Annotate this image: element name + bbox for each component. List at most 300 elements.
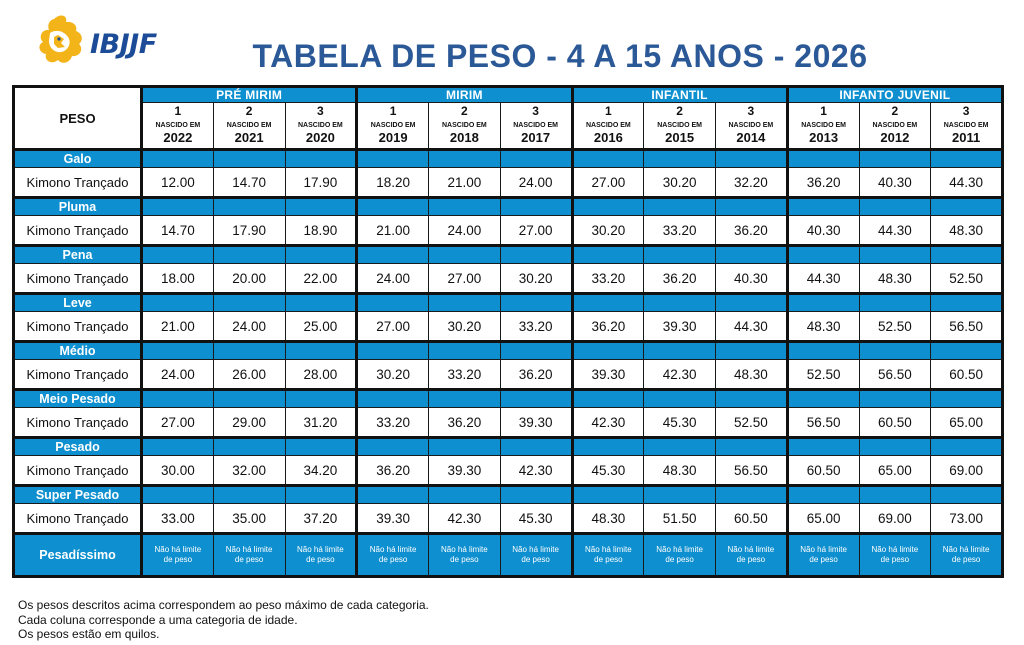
weight-value-cell: 69.00 [931, 456, 1003, 486]
category-band-cell [500, 486, 572, 504]
no-limit-text-line2: de peso [665, 555, 694, 564]
born-in-label: NASCIDO EM [657, 121, 702, 129]
category-band-cell [787, 390, 859, 408]
ibjjf-logo [34, 12, 194, 72]
weight-value-cell: 20.00 [213, 264, 285, 294]
weight-value-cell: 45.30 [644, 408, 716, 438]
no-limit-cell [213, 534, 285, 577]
category-band-cell [859, 150, 931, 168]
category-band-cell [285, 390, 357, 408]
weight-value-cell: 48.30 [572, 504, 644, 534]
category-band-cell [644, 198, 716, 216]
category-band-cell [572, 198, 644, 216]
weight-value-cell: 56.50 [716, 456, 788, 486]
category-row [14, 438, 1003, 456]
weight-value-cell: 52.50 [787, 360, 859, 390]
weight-value-cell: 26.00 [213, 360, 285, 390]
row-label: Kimono Trançado [14, 504, 142, 534]
category-band-cell [787, 294, 859, 312]
weight-value-cell: 39.30 [500, 408, 572, 438]
weight-value-cell: 39.30 [572, 360, 644, 390]
category-band-cell [357, 486, 429, 504]
birth-year: 2019 [378, 129, 408, 145]
category-band-cell [213, 486, 285, 504]
weight-value-cell: 44.30 [716, 312, 788, 342]
birth-year: 2020 [305, 129, 335, 145]
category-row [14, 342, 1003, 360]
weight-value-cell: 36.20 [500, 360, 572, 390]
peso-header: PESO [14, 87, 142, 150]
category-band-cell [357, 150, 429, 168]
category-band-cell [572, 150, 644, 168]
category-band-cell [716, 150, 788, 168]
level-number: 1 [357, 103, 429, 119]
category-row [14, 390, 1003, 408]
weight-value-cell: 42.30 [429, 504, 501, 534]
weight-value-cell: 52.50 [859, 312, 931, 342]
category-band-cell [572, 246, 644, 264]
table-body [14, 150, 1003, 577]
category-band-cell [357, 390, 429, 408]
footnotes [18, 598, 429, 642]
category-band-cell [859, 390, 931, 408]
category-band-cell [285, 150, 357, 168]
category-band-cell [716, 486, 788, 504]
category-band-cell [142, 198, 214, 216]
category-band-cell [142, 294, 214, 312]
weight-value-cell: 12.00 [142, 168, 214, 198]
weight-value-cell: 42.30 [500, 456, 572, 486]
weight-values-row [14, 456, 1003, 486]
weight-value-cell: 18.00 [142, 264, 214, 294]
no-limit-text-line2: de peso [163, 555, 193, 564]
group-header: PRÉ MIRIM [142, 87, 357, 103]
category-band-cell [716, 342, 788, 360]
birth-year-cell [213, 118, 285, 150]
weight-values-row [14, 168, 1003, 198]
category-band-cell [644, 246, 716, 264]
born-in-label: NASCIDO EM [226, 121, 272, 129]
weight-value-cell: 45.30 [500, 504, 572, 534]
born-in-label: NASCIDO EM [586, 121, 631, 129]
weight-value-cell: 32.00 [213, 456, 285, 486]
weight-value-cell: 33.20 [644, 216, 716, 246]
weight-values-row [14, 360, 1003, 390]
category-row [14, 294, 1003, 312]
category-band-cell [931, 438, 1003, 456]
no-limit-text-line2: de peso [880, 555, 910, 564]
category-band-cell [213, 150, 285, 168]
born-in-label: NASCIDO EM [801, 121, 846, 129]
born-in-label: NASCIDO EM [370, 121, 416, 129]
no-limit-text-line1: Não há limite [656, 545, 703, 554]
no-limit-text-line1: Não há limite [942, 545, 990, 554]
heaviest-category-name: Pesadíssimo [14, 534, 142, 577]
weight-value-cell: 27.00 [357, 312, 429, 342]
birth-year: 2022 [163, 129, 193, 145]
category-row [14, 246, 1003, 264]
no-limit-text-line2: de peso [594, 555, 623, 564]
weight-value-cell: 32.20 [716, 168, 788, 198]
weight-value-cell: 34.20 [285, 456, 357, 486]
no-limit-text-line2: de peso [951, 555, 981, 564]
birth-year-cell [716, 118, 788, 150]
weight-value-cell: 69.00 [859, 504, 931, 534]
category-band-cell [787, 486, 859, 504]
no-limit-text-line1: Não há limite [225, 545, 273, 554]
category-band-cell [859, 198, 931, 216]
no-limit-cell [357, 534, 429, 577]
weight-value-cell: 28.00 [285, 360, 357, 390]
row-label: Kimono Trançado [14, 360, 142, 390]
category-band-cell [931, 294, 1003, 312]
weight-value-cell: 24.00 [500, 168, 572, 198]
weight-value-cell: 27.00 [572, 168, 644, 198]
birth-year: 2013 [809, 129, 839, 145]
no-limit-cell [787, 534, 859, 577]
category-band-cell [716, 390, 788, 408]
weight-value-cell: 36.20 [644, 264, 716, 294]
weight-value-cell: 39.30 [357, 504, 429, 534]
weight-value-cell: 33.20 [500, 312, 572, 342]
category-row [14, 150, 1003, 168]
category-name: Leve [14, 294, 142, 312]
no-limit-text-line1: Não há limite [297, 545, 344, 554]
category-band-cell [931, 486, 1003, 504]
weight-value-cell: 35.00 [213, 504, 285, 534]
weight-value-cell: 21.00 [429, 168, 501, 198]
category-band-cell [142, 486, 214, 504]
born-in-label: NASCIDO EM [155, 121, 201, 129]
category-band-cell [931, 198, 1003, 216]
no-limit-cell [142, 534, 214, 577]
weight-value-cell: 22.00 [285, 264, 357, 294]
category-band-cell [644, 294, 716, 312]
level-number: 3 [716, 103, 788, 119]
row-label: Kimono Trançado [14, 408, 142, 438]
birth-year-cell [572, 118, 644, 150]
no-limit-text-line2: de peso [450, 555, 479, 564]
category-band-cell [787, 198, 859, 216]
logo-wordmark: IBJJF [90, 28, 157, 60]
no-limit-text-line1: Não há limite [154, 545, 202, 554]
category-band-cell [500, 246, 572, 264]
weight-value-cell: 44.30 [787, 264, 859, 294]
category-band-cell [716, 198, 788, 216]
category-band-cell [500, 342, 572, 360]
category-band-cell [644, 438, 716, 456]
born-in-label: NASCIDO EM [728, 121, 774, 129]
weight-value-cell: 21.00 [142, 312, 214, 342]
weight-value-cell: 27.00 [142, 408, 214, 438]
birth-year: 2016 [593, 129, 623, 145]
birth-year-cell [931, 118, 1003, 150]
no-limit-text-line1: Não há limite [727, 545, 775, 554]
category-row [14, 198, 1003, 216]
weight-value-cell: 33.20 [572, 264, 644, 294]
weight-value-cell: 30.20 [357, 360, 429, 390]
weight-value-cell: 48.30 [644, 456, 716, 486]
category-band-cell [787, 246, 859, 264]
no-limit-text-line1: Não há limite [800, 545, 847, 554]
category-band-cell [572, 486, 644, 504]
category-band-cell [644, 150, 716, 168]
category-name: Super Pesado [14, 486, 142, 504]
category-name: Galo [14, 150, 142, 168]
category-band-cell [859, 342, 931, 360]
born-in-label: NASCIDO EM [513, 121, 558, 129]
weight-value-cell: 17.90 [213, 216, 285, 246]
group-header: INFANTIL [572, 87, 787, 103]
weight-value-cell: 48.30 [787, 312, 859, 342]
category-band-cell [500, 150, 572, 168]
row-label: Kimono Trançado [14, 168, 142, 198]
category-band-cell [859, 438, 931, 456]
category-band-cell [142, 438, 214, 456]
level-number: 1 [572, 103, 644, 119]
category-band-cell [142, 390, 214, 408]
category-band-cell [357, 198, 429, 216]
category-band-cell [716, 294, 788, 312]
category-band-cell [429, 246, 501, 264]
category-band-cell [859, 294, 931, 312]
weight-value-cell: 52.50 [716, 408, 788, 438]
weight-value-cell: 36.20 [787, 168, 859, 198]
birth-year: 2017 [521, 129, 551, 145]
category-band-cell [931, 150, 1003, 168]
category-band-cell [213, 294, 285, 312]
no-limit-cell [500, 534, 572, 577]
weight-value-cell: 18.90 [285, 216, 357, 246]
category-band-cell [285, 438, 357, 456]
category-band-cell [931, 342, 1003, 360]
no-limit-cell [716, 534, 788, 577]
weight-value-cell: 45.30 [572, 456, 644, 486]
weight-values-row [14, 264, 1003, 294]
category-band-cell [213, 438, 285, 456]
weight-value-cell: 24.00 [213, 312, 285, 342]
category-band-cell [429, 198, 501, 216]
weight-value-cell: 60.50 [931, 360, 1003, 390]
birth-year: 2014 [736, 129, 766, 145]
birth-year-cell [500, 118, 572, 150]
category-band-cell [213, 342, 285, 360]
no-limit-cell [931, 534, 1003, 577]
level-number: 3 [285, 103, 357, 119]
weight-value-cell: 17.90 [285, 168, 357, 198]
birth-year-cell [859, 118, 931, 150]
weight-values-row [14, 408, 1003, 438]
weight-value-cell: 40.30 [859, 168, 931, 198]
weight-value-cell: 33.00 [142, 504, 214, 534]
level-header-row [14, 103, 1003, 119]
no-limit-text-line1: Não há limite [585, 545, 632, 554]
category-band-cell [429, 486, 501, 504]
weight-value-cell: 30.20 [572, 216, 644, 246]
weight-value-cell: 30.20 [429, 312, 501, 342]
category-row [14, 486, 1003, 504]
category-band-cell [142, 150, 214, 168]
birth-year: 2012 [880, 129, 910, 145]
category-name: Médio [14, 342, 142, 360]
birth-year-cell [429, 118, 501, 150]
category-band-cell [787, 438, 859, 456]
level-number: 2 [213, 103, 285, 119]
category-band-cell [429, 342, 501, 360]
category-band-cell [285, 246, 357, 264]
weight-value-cell: 56.50 [787, 408, 859, 438]
category-band-cell [285, 198, 357, 216]
category-band-cell [572, 294, 644, 312]
row-label: Kimono Trançado [14, 264, 142, 294]
weight-value-cell: 24.00 [142, 360, 214, 390]
category-name: Pesado [14, 438, 142, 456]
category-band-cell [716, 246, 788, 264]
weight-value-cell: 56.50 [859, 360, 931, 390]
weight-value-cell: 21.00 [357, 216, 429, 246]
no-limit-text-line1: Não há limite [871, 545, 919, 554]
category-band-cell [644, 390, 716, 408]
category-band-cell [572, 438, 644, 456]
category-band-cell [357, 438, 429, 456]
birth-year-cell [644, 118, 716, 150]
category-band-cell [213, 198, 285, 216]
category-band-cell [572, 390, 644, 408]
weight-value-cell: 36.20 [716, 216, 788, 246]
birth-year-cell [142, 118, 214, 150]
weight-value-cell: 39.30 [644, 312, 716, 342]
weight-value-cell: 42.30 [644, 360, 716, 390]
category-band-cell [859, 246, 931, 264]
weight-value-cell: 24.00 [429, 216, 501, 246]
category-band-cell [429, 438, 501, 456]
category-band-cell [572, 342, 644, 360]
category-band-cell [285, 342, 357, 360]
page-title: TABELA DE PESO - 4 A 15 ANOS - 2026 [252, 38, 868, 74]
weight-value-cell: 73.00 [931, 504, 1003, 534]
weight-value-cell: 25.00 [285, 312, 357, 342]
no-limit-text-line1: Não há limite [369, 545, 417, 554]
weight-value-cell: 36.20 [357, 456, 429, 486]
weight-value-cell: 44.30 [859, 216, 931, 246]
weight-value-cell: 40.30 [787, 216, 859, 246]
weight-value-cell: 60.50 [716, 504, 788, 534]
weight-value-cell: 65.00 [859, 456, 931, 486]
birth-year: 2018 [449, 129, 479, 145]
category-band-cell [500, 390, 572, 408]
weight-value-cell: 30.00 [142, 456, 214, 486]
category-band-cell [285, 294, 357, 312]
footnote: Os pesos estão em quilos. [18, 627, 160, 641]
weight-values-row [14, 504, 1003, 534]
weight-value-cell: 44.30 [931, 168, 1003, 198]
category-name: Meio Pesado [14, 390, 142, 408]
row-label: Kimono Trançado [14, 456, 142, 486]
row-label: Kimono Trançado [14, 312, 142, 342]
weight-value-cell: 18.20 [357, 168, 429, 198]
category-band-cell [644, 486, 716, 504]
category-band-cell [357, 342, 429, 360]
weight-value-cell: 33.20 [357, 408, 429, 438]
weight-value-cell: 27.00 [429, 264, 501, 294]
no-limit-cell [572, 534, 644, 577]
birth-year-cell [787, 118, 859, 150]
category-band-cell [500, 198, 572, 216]
weight-values-row [14, 312, 1003, 342]
category-band-cell [357, 294, 429, 312]
level-number: 1 [787, 103, 859, 119]
birth-year: 2011 [952, 129, 981, 145]
category-band-cell [716, 438, 788, 456]
group-header: MIRIM [357, 87, 572, 103]
weight-value-cell: 56.50 [931, 312, 1003, 342]
birth-year: 2021 [234, 129, 264, 145]
weight-value-cell: 29.00 [213, 408, 285, 438]
level-number: 2 [859, 103, 931, 119]
birth-year-cell [285, 118, 357, 150]
category-band-cell [931, 246, 1003, 264]
category-band-cell [500, 438, 572, 456]
no-limit-cell [644, 534, 716, 577]
lion-logo-icon [34, 13, 88, 71]
weight-value-cell: 42.30 [572, 408, 644, 438]
category-band-cell [500, 294, 572, 312]
level-number: 3 [500, 103, 572, 119]
no-limit-text-line2: de peso [378, 555, 408, 564]
weight-value-cell: 40.30 [716, 264, 788, 294]
no-limit-text-line2: de peso [521, 555, 550, 564]
weight-values-row [14, 216, 1003, 246]
born-in-label: NASCIDO EM [872, 121, 918, 129]
no-limit-text-line2: de peso [234, 555, 264, 564]
category-band-cell [213, 246, 285, 264]
category-name: Pluma [14, 198, 142, 216]
footnote: Cada coluna corresponde a uma categoria de idade. [18, 612, 298, 627]
no-limit-cell [859, 534, 931, 577]
weight-value-cell: 65.00 [787, 504, 859, 534]
group-header-row [14, 87, 1003, 103]
birth-year-row [14, 118, 1003, 150]
no-limit-cell [285, 534, 357, 577]
category-band-cell [931, 390, 1003, 408]
category-band-cell [285, 486, 357, 504]
footnote: Os pesos descritos acima correspondem ao peso máximo de cada categoria. [18, 598, 429, 612]
weight-value-cell: 30.20 [500, 264, 572, 294]
weight-value-cell: 33.20 [429, 360, 501, 390]
category-band-cell [787, 342, 859, 360]
weight-value-cell: 27.00 [500, 216, 572, 246]
weight-value-cell: 14.70 [213, 168, 285, 198]
weight-value-cell: 51.50 [644, 504, 716, 534]
level-number: 1 [142, 103, 214, 119]
weight-value-cell: 30.20 [644, 168, 716, 198]
category-band-cell [429, 150, 501, 168]
category-band-cell [142, 342, 214, 360]
weight-value-cell: 60.50 [787, 456, 859, 486]
heaviest-row [14, 534, 1003, 577]
weight-value-cell: 14.70 [142, 216, 214, 246]
weight-value-cell: 65.00 [931, 408, 1003, 438]
weight-value-cell: 48.30 [716, 360, 788, 390]
no-limit-text-line2: de peso [306, 555, 335, 564]
weight-value-cell: 48.30 [859, 264, 931, 294]
group-header: INFANTO JUVENIL [787, 87, 1002, 103]
weight-value-cell: 60.50 [859, 408, 931, 438]
weight-value-cell: 52.50 [931, 264, 1003, 294]
level-number: 3 [931, 103, 1003, 119]
weight-value-cell: 39.30 [429, 456, 501, 486]
category-band-cell [859, 486, 931, 504]
